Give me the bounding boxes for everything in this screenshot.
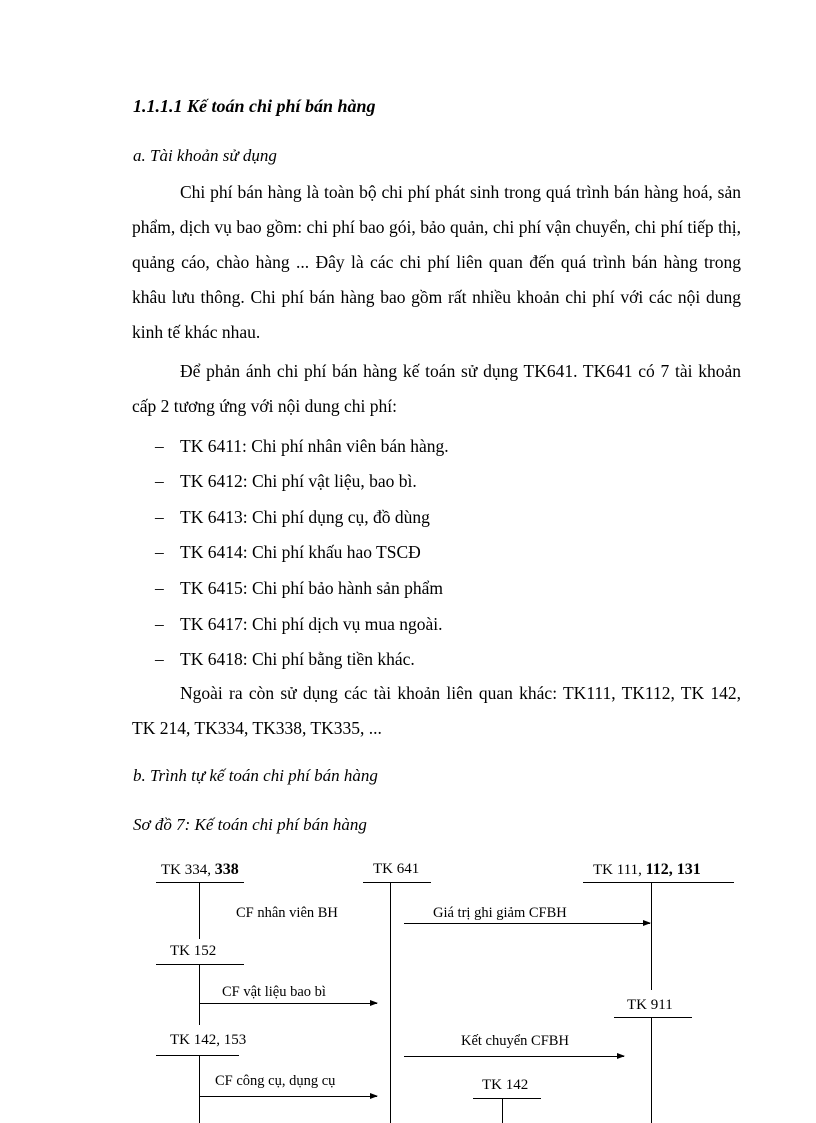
entry-label-ket-chuyen: Kết chuyển CFBH — [461, 1033, 569, 1049]
paragraph-1: Chi phí bán hàng là toàn bộ chi phí phát sinh trong quá trình bán hàng hoá, sản phẩm, dịch vụ bao gồm: chi phí bao gói, bảo quản, chi phí vận chuyển, chi phí tiếp thị, quảng cáo, chào hàng ... Đây là các chi phí liên quan đến quá trình bán hàng trong khâu lưu thông. Chi phí bán hàng bao gồm rất nhiều khoản chi phí với các nội dung kinh tế khác nhau. — [132, 182, 741, 342]
paragraph-3: Ngoài ra còn sử dụng các tài khoản liên quan khác: TK111, TK112, TK 142, TK 214, TK334, TK338, TK335, ... — [132, 683, 741, 738]
account-label-tk911: TK 911 — [627, 997, 673, 1013]
section-heading: 1.1.1.1 Kế toán chi phí bán hàng — [133, 96, 376, 116]
list-item: – TK 6414: Chi phí khấu hao TSCĐ — [155, 542, 421, 562]
list-item: – TK 6412: Chi phí vật liệu, bao bì. — [155, 471, 417, 491]
list-item: – TK 6411: Chi phí nhân viên bán hàng. — [155, 436, 449, 456]
account-label-tk111: TK 111, 112, 131 — [593, 861, 701, 878]
account-stem-tk334 — [199, 882, 200, 939]
entry-label-giam: Giá trị ghi giảm CFBH — [433, 905, 567, 921]
account-line-tk911 — [614, 1017, 692, 1018]
entry-label-cong-cu: CF công cụ, dụng cụ — [215, 1073, 336, 1089]
paragraph-3-block — [132, 676, 741, 746]
account-label-tk142-153: TK 142, 153 — [170, 1032, 247, 1048]
arrow-vat-lieu — [199, 1003, 377, 1004]
account-stem-tk641 — [390, 882, 391, 1123]
subsection-a-title: a. Tài khoản sử dụng — [133, 146, 277, 165]
arrow-cong-cu — [199, 1096, 377, 1097]
paragraph-2-block — [132, 354, 741, 424]
list-item: – TK 6417: Chi phí dịch vụ mua ngoài. — [155, 614, 443, 634]
account-label-tk142: TK 142 — [482, 1077, 529, 1093]
account-label-tk641: TK 641 — [373, 861, 420, 877]
list-item: – TK 6415: Chi phí bảo hành sản phẩm — [155, 578, 443, 598]
entry-label-vat-lieu: CF vật liệu bao bì — [222, 984, 326, 1000]
account-stem-tk142-153 — [199, 1055, 200, 1123]
account-line-tk152 — [156, 964, 244, 965]
account-line-tk334 — [156, 882, 244, 883]
account-stem-tk911 — [651, 1017, 652, 1123]
list-item: – TK 6413: Chi phí dụng cụ, đồ dùng — [155, 507, 430, 527]
account-stem-tk111 — [651, 882, 652, 990]
paragraph-1-block — [132, 175, 741, 350]
subsection-b-title: b. Trình tự kế toán chi phí bán hàng — [133, 766, 378, 785]
account-line-tk111 — [583, 882, 734, 883]
account-line-tk641 — [363, 882, 431, 883]
account-label-tk334: TK 334, 338 — [161, 861, 239, 878]
account-stem-tk142 — [502, 1098, 503, 1123]
account-stem-tk152 — [199, 964, 200, 1025]
paragraph-2: Để phản ánh chi phí bán hàng kế toán sử dụng TK641. TK641 có 7 tài khoản cấp 2 tương ứng với nội dung chi phí: — [132, 361, 741, 416]
account-line-tk142 — [473, 1098, 541, 1099]
entry-label-nhan-vien: CF nhân viên BH — [236, 905, 338, 921]
arrow-giam — [404, 923, 650, 924]
list-item: – TK 6418: Chi phí bằng tiền khác. — [155, 649, 415, 669]
account-line-tk142-153 — [156, 1055, 239, 1056]
diagram-caption: Sơ đồ 7: Kế toán chi phí bán hàng — [133, 815, 367, 834]
arrow-ket-chuyen — [404, 1056, 624, 1057]
account-label-tk152: TK 152 — [170, 943, 217, 959]
